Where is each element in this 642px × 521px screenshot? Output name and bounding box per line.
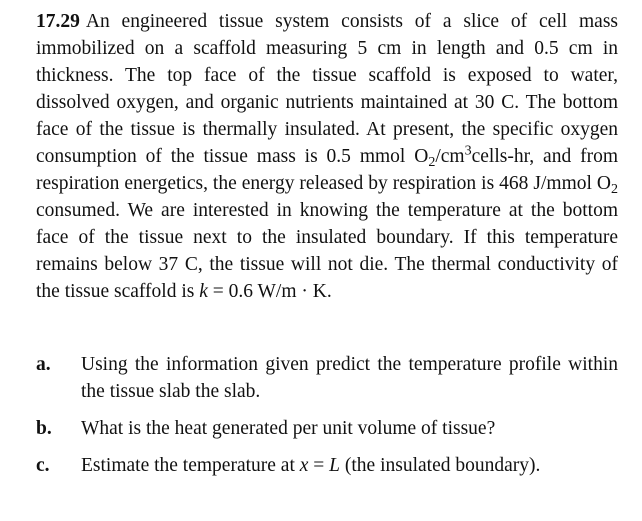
part-a-label: a. — [36, 354, 51, 375]
problem-statement — [36, 8, 618, 305]
k-symbol: k — [199, 281, 208, 302]
per-cm-text: /cm — [435, 146, 465, 167]
part-b-text: What is the heat generated per unit volume of tissue? — [81, 418, 496, 439]
part-c — [36, 452, 618, 479]
equals-sign: = — [308, 455, 330, 476]
cm-cubed-superscript: 3 — [464, 142, 472, 159]
problem-mid-text-2: consumed. We are interested in knowing the temperature at the bottom face of the tissue next to the insulated boundary. If this temperature remains below 37 C, the tissue will not die. The thermal conductivity of the tissue scaffold is — [36, 200, 618, 302]
problem-number: 17.29 — [36, 11, 80, 32]
L-symbol: L — [329, 455, 341, 476]
o2-subscript-2: 2 — [610, 181, 618, 198]
part-c-text-before: Estimate the temperature at — [81, 455, 300, 476]
problem-parts-list — [36, 351, 618, 489]
o2-subscript: 2 — [428, 154, 436, 171]
x-symbol: x — [299, 455, 309, 476]
part-c-text — [81, 452, 618, 479]
part-c-label: c. — [36, 455, 50, 476]
k-value-text: = 0.6 W/m · K. — [207, 281, 332, 302]
part-c-text-after: (the insulated boundary). — [340, 455, 541, 476]
problem-intro-text: An engineered tissue system consists of a slice of cell mass immobilized on a scaffold measuring 5 cm in length and 0.5 cm in thickness. The top face of the tissue scaffold is exposed to water, dissolved oxygen, and organic nutrients maintained at 30 C. The bottom face of the tissue is thermally insulated. At present, the specific oxygen consumption of the tissue mass is 0.5 mmol O — [36, 11, 618, 167]
part-a — [36, 351, 618, 405]
part-a-text: Using the information given predict the temperature profile within the tissue slab the slab. — [81, 354, 618, 402]
part-b — [36, 415, 618, 442]
part-b-label: b. — [36, 418, 52, 439]
problem-mid-text: cells-hr, and from respiration energetics, the energy released by respiration is 468 J/mmol O — [36, 146, 618, 194]
